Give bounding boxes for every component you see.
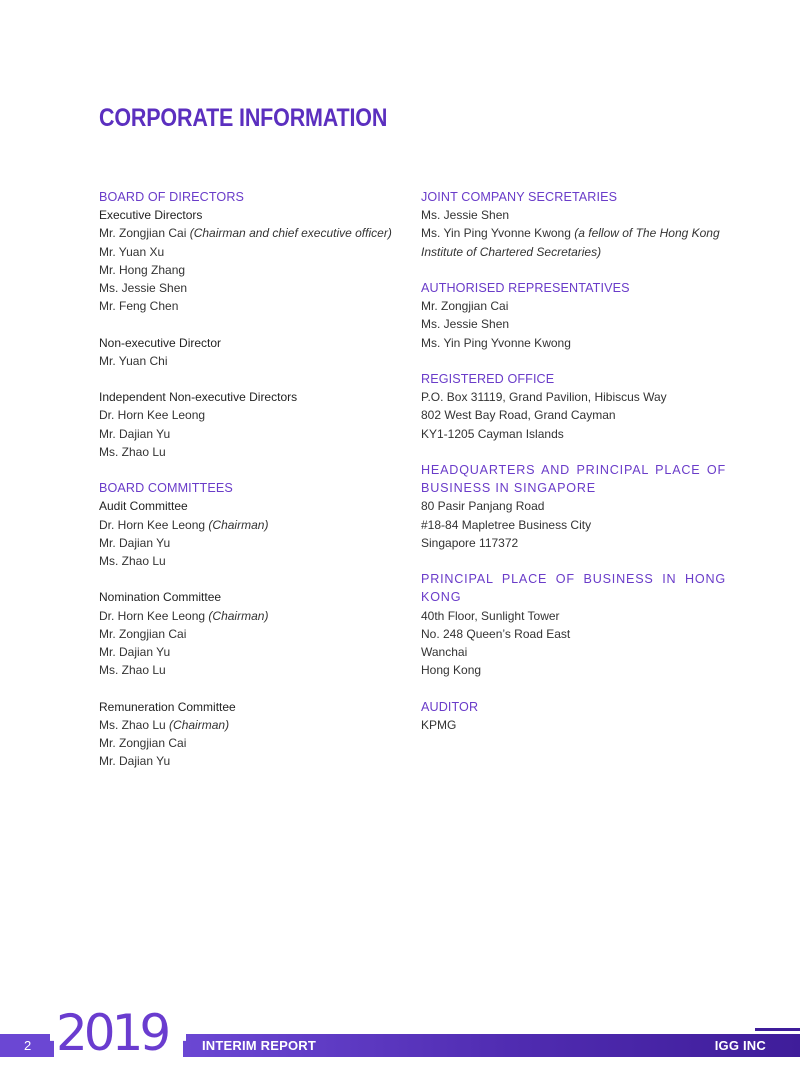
- secretary-name: Ms. Yin Ping Yvonne Kwong: [421, 226, 571, 241]
- auditor-heading: AUDITOR: [421, 699, 479, 714]
- address-line: KY1-1205 Cayman Islands: [421, 426, 564, 441]
- page-number: 2: [24, 1038, 32, 1053]
- spacer: [99, 461, 399, 479]
- director-item: Dr. Horn Kee Leong: [99, 408, 206, 423]
- address-line: 802 West Bay Road, Grand Cayman: [421, 408, 616, 423]
- spacer: [421, 261, 726, 279]
- committee-member: [99, 716, 399, 734]
- committee-member: [99, 516, 399, 534]
- director-item: Mr. Yuan Chi: [99, 353, 168, 368]
- director-item: Mr. Feng Chen: [99, 299, 179, 314]
- address-line: No. 248 Queen’s Road East: [421, 626, 571, 641]
- address-line: P.O. Box 31119, Grand Pavilion, Hibiscus Way: [421, 390, 667, 405]
- authorised-representatives-heading: AUTHORISED REPRESENTATIVES: [421, 281, 630, 295]
- spacer: [99, 570, 399, 588]
- secretary-item: [421, 224, 726, 260]
- member-role-note: (Chairman): [169, 717, 230, 732]
- address-line: #18-84 Mapletree Business City: [421, 517, 592, 532]
- hong-kong-business-heading: PRINCIPAL PLACE OF BUSINESS IN HONG KONG: [421, 572, 726, 605]
- committee-member: Mr. Dajian Yu: [99, 754, 171, 769]
- committee-member: Mr. Zongjian Cai: [99, 736, 187, 751]
- headquarters-heading: HEADQUARTERS AND PRINCIPAL PLACE OF BUSINESS IN SINGAPORE: [421, 463, 726, 496]
- committee-member: [99, 607, 399, 625]
- left-column: [99, 188, 399, 770]
- secretary-item: Ms. Jessie Shen: [421, 208, 510, 223]
- committee-member: Mr. Dajian Yu: [99, 645, 171, 660]
- director-item: Mr. Yuan Xu: [99, 244, 165, 259]
- member-name: Ms. Zhao Lu: [99, 717, 166, 732]
- board-of-directors-heading: BOARD OF DIRECTORS: [99, 190, 245, 204]
- spacer: [421, 552, 726, 570]
- spacer: [99, 679, 399, 697]
- page-footer: [0, 1005, 800, 1085]
- member-role-note: (Chairman): [208, 608, 269, 623]
- spacer: [421, 352, 726, 370]
- spacer: [421, 443, 726, 461]
- joint-company-secretaries-heading: JOINT COMPANY SECRETARIES: [421, 190, 618, 204]
- member-name: Dr. Horn Kee Leong: [99, 517, 206, 532]
- board-committees-heading: BOARD COMMITTEES: [99, 481, 233, 496]
- nomination-committee-label: Nomination Committee: [99, 590, 222, 605]
- representative-item: Ms. Yin Ping Yvonne Kwong: [421, 335, 571, 350]
- report-label: INTERIM REPORT: [202, 1038, 317, 1053]
- director-item: Mr. Dajian Yu: [99, 426, 171, 441]
- secretary-note: (a fellow of The Hong Kong Institute of Chartered Secretaries): [421, 226, 720, 259]
- footer-accent-line: [755, 1028, 800, 1031]
- address-line: Hong Kong: [421, 663, 482, 678]
- committee-member: Mr. Dajian Yu: [99, 535, 171, 550]
- address-line: 40th Floor, Sunlight Tower: [421, 608, 560, 623]
- page-title: CORPORATE INFORMATION: [99, 104, 388, 132]
- committee-member: Ms. Zhao Lu: [99, 663, 166, 678]
- company-label: IGG INC: [714, 1038, 766, 1053]
- spacer: [99, 370, 399, 388]
- director-item: [99, 224, 399, 242]
- footer-bar-step: [50, 1034, 54, 1057]
- auditor-name: KPMG: [421, 717, 457, 732]
- director-role-note: (Chairman and chief executive officer): [189, 226, 392, 241]
- right-column: [421, 188, 726, 734]
- director-name: Mr. Zongjian Cai: [99, 226, 187, 241]
- address-line: Singapore 117372: [421, 535, 519, 550]
- director-item: Ms. Zhao Lu: [99, 444, 166, 459]
- spacer: [99, 315, 399, 333]
- spacer: [421, 679, 726, 697]
- address-line: 80 Pasir Panjang Road: [421, 499, 545, 514]
- representative-item: Ms. Jessie Shen: [421, 317, 510, 332]
- representative-item: Mr. Zongjian Cai: [421, 299, 509, 314]
- committee-member: Ms. Zhao Lu: [99, 554, 166, 569]
- director-item: Mr. Hong Zhang: [99, 262, 186, 277]
- member-role-note: (Chairman): [208, 517, 269, 532]
- year-logo: 2019: [56, 1004, 168, 1062]
- independent-directors-label: Independent Non-executive Directors: [99, 390, 298, 405]
- committee-member: Mr. Zongjian Cai: [99, 626, 187, 641]
- non-executive-director-label: Non-executive Director: [99, 335, 222, 350]
- executive-directors-label: Executive Directors: [99, 208, 203, 223]
- audit-committee-label: Audit Committee: [99, 499, 188, 514]
- remuneration-committee-label: Remuneration Committee: [99, 699, 236, 714]
- registered-office-heading: REGISTERED OFFICE: [421, 372, 555, 386]
- member-name: Dr. Horn Kee Leong: [99, 608, 206, 623]
- director-item: Ms. Jessie Shen: [99, 281, 188, 296]
- address-line: Wanchai: [421, 645, 468, 660]
